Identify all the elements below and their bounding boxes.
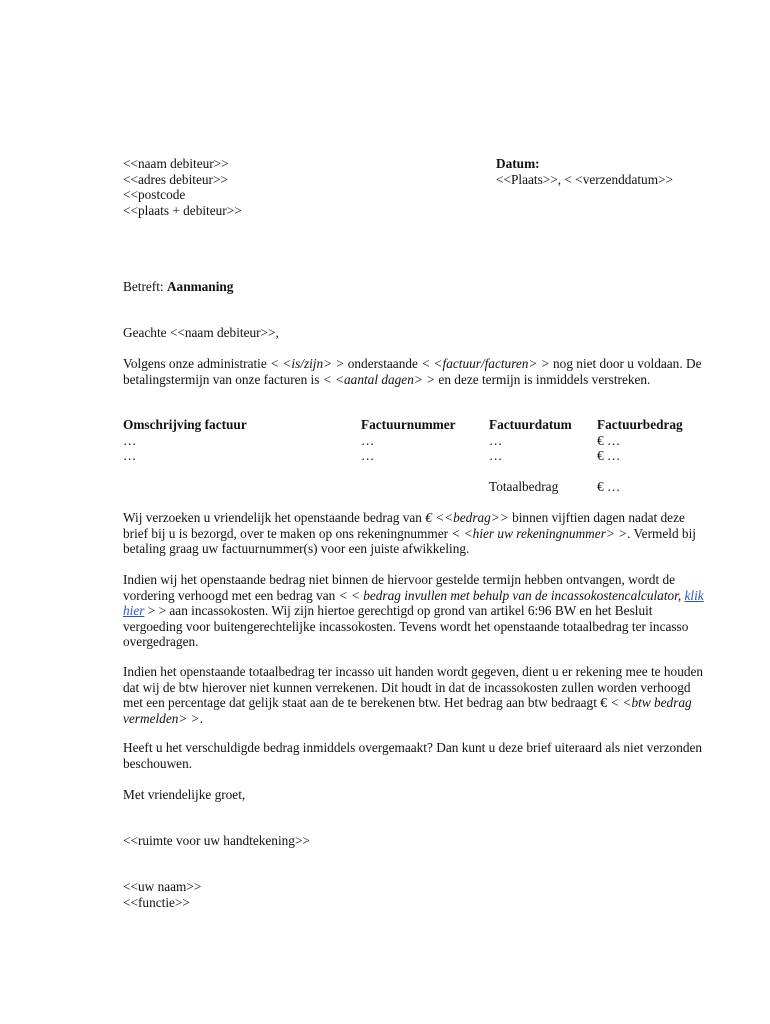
table-row [123,448,707,464]
table-cell: … [489,448,503,463]
invoice-table [123,417,707,495]
para3-text-2: > > aan incassokosten. Wij zijn hiertoe gerechtigd op grond van artikel 6:96 BW en het Besluit vergoeding voor buitengerechtelijke incassokosten. Tevens wordt het openstaande totaalbedrag ter incasso overgedragen. [123,603,689,649]
table-cell: € … [597,448,621,463]
para1-text-1: Volgens onze administratie [123,356,271,371]
recipient-postcode: <<postcode [123,187,186,202]
para4-text-2: . [199,710,203,726]
paragraph-vat [123,664,708,726]
para2-text-2: binnen vijftien dagen nadat deze brief bij u is bezorgd, over te maken op ons rekeningnummer [123,510,685,541]
table-cell: … [489,432,503,448]
table-cell: … [361,432,375,448]
date-block [496,156,673,187]
header-factuurnummer: Factuurnummer [361,417,456,432]
paragraph-payment-request [123,510,708,557]
para1-placeholder-factuur: < <factuur/facturen> > [421,356,550,371]
subject-line [123,279,233,295]
total-value: € … [597,479,621,494]
total-label: Totaalbedrag [489,479,559,494]
paragraph-collection-costs [123,572,708,650]
paragraph-outstanding [123,356,708,387]
para4-text-1: Indien het openstaande totaalbedrag ter incasso uit handen wordt gegeven, dient u er rekening mee te houden dat wij de btw hierover niet kunnen verrekenen. Dit houdt in dat de incassokosten zullen worden verhoogd met een percentage dat gelijk staat aan de te berekenen btw. Het bedrag aan btw bedraagt € [123,664,704,710]
para2-text-1: Wij verzoeken u vriendelijk het openstaande bedrag van [123,510,426,525]
subject-value: Aanmaning [166,279,234,294]
header-factuurdatum: Factuurdatum [489,417,572,432]
table-cell: … [361,448,375,463]
date-value: <<Plaats>>, < <verzenddatum>> [496,171,674,187]
sender-block [123,879,201,910]
table-cell: € … [597,432,621,448]
table-row [123,433,707,449]
para2-text-3: . Vermeld bij betaling graag uw factuurnummer(s) voor een juiste afwikkeling. [123,525,696,556]
invoice-table-header [123,417,707,433]
calculator-link[interactable]: klik hier [123,587,704,618]
para1-placeholder-dagen: < <aantal dagen> > [322,371,436,387]
para2-placeholder-bedrag: € <<bedrag>> [425,510,509,525]
recipient-city: <<plaats + debiteur>> [123,202,242,218]
para1-text-3: nog niet door u voldaan. De betalingstermijn van onze facturen is [123,356,702,387]
paragraph-already-paid: Heeft u het verschuldigde bedrag inmiddels overgemaakt? Dan kunt u deze brief uiteraard als niet verzonden beschouwen. [123,740,703,771]
closing: Met vriendelijke groet, [123,787,246,802]
recipient-name: <<naam debiteur>> [123,156,229,171]
table-cell: … [123,432,137,448]
para2-placeholder-rekeningnummer: < <hier uw rekeningnummer> > [451,525,628,541]
para1-placeholder-is-zijn: < <is/zijn> > [270,356,345,371]
para3-text-1: Indien wij het openstaande bedrag niet binnen de hiervoor gestelde termijn hebben ontvangen, wordt de vordering verhoogd met een bedrag van [123,572,676,603]
table-cell: … [123,448,137,463]
header-factuurbedrag: Factuurbedrag [597,417,683,432]
para1-text-4: en deze termijn is inmiddels verstreken. [435,371,651,387]
date-label: Datum: [496,156,540,171]
table-total-row [123,479,707,495]
para3-placeholder-calculator: < < bedrag invullen met behulp van de incassokostencalculator, [338,587,685,603]
sender-name: <<uw naam>> [123,879,202,894]
sender-function: <<functie>> [123,894,190,910]
recipient-block [123,156,242,218]
subject-label: Betreft: [123,279,167,294]
para4-placeholder-btw: < <btw bedrag vermelden> > [123,695,692,726]
para1-text-2: onderstaande [344,356,422,371]
header-omschrijving: Omschrijving factuur [123,417,247,432]
table-spacer-row [123,464,707,480]
salutation: Geachte <<naam debiteur>>, [123,325,279,340]
recipient-address: <<adres debiteur>> [123,171,228,187]
signature-space: <<ruimte voor uw handtekening>> [123,833,310,848]
